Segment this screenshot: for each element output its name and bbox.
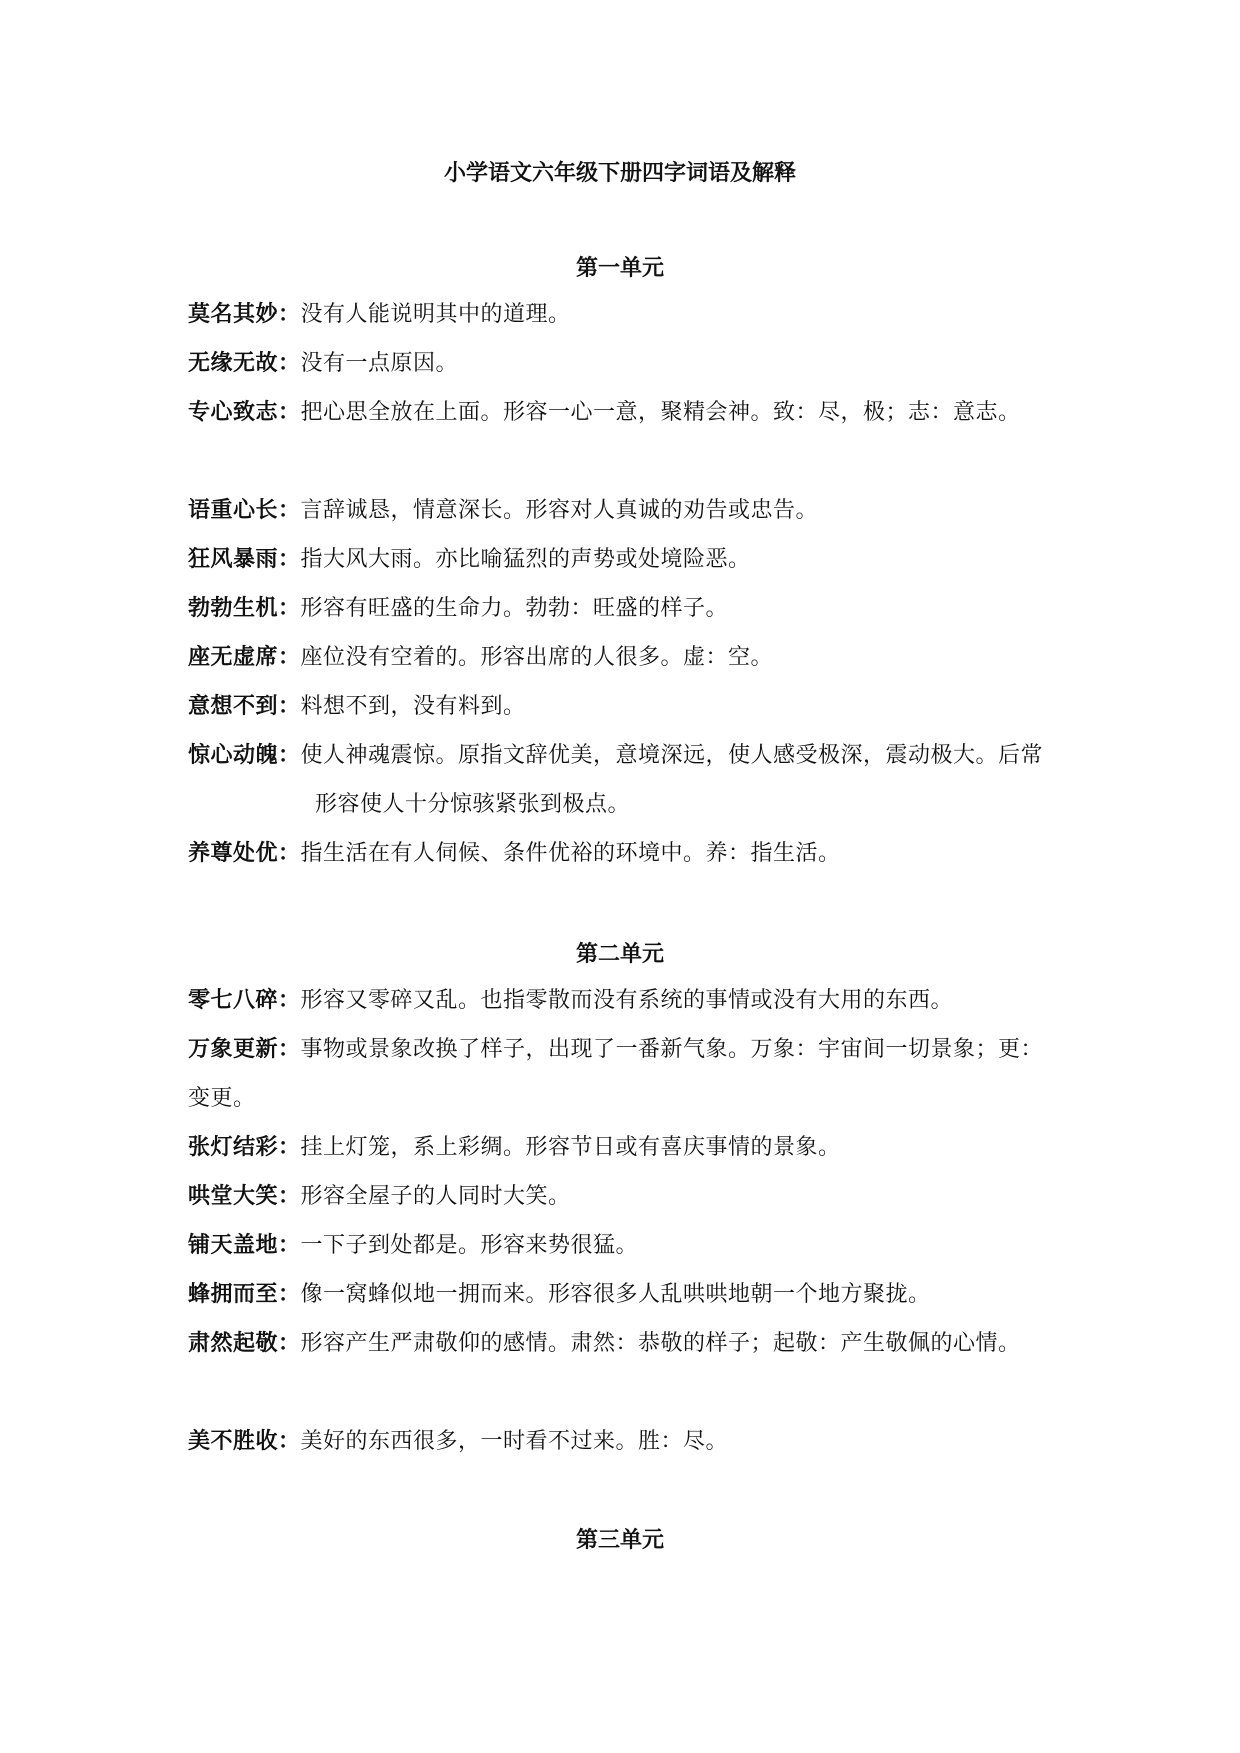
entry-term: 养尊处优 <box>188 841 279 866</box>
vocab-entry: 铺天盖地：一下子到处都是。形容来势很猛。 <box>188 1232 639 1258</box>
entry-term: 座无虚席 <box>188 645 279 670</box>
entry-definition: 料想不到，没有料到。 <box>300 694 526 719</box>
entry-term: 无缘无故 <box>188 351 279 376</box>
vocab-entry: 无缘无故：没有一点原因。 <box>188 350 459 376</box>
entry-definition: 形容有旺盛的生命力。勃勃：旺盛的样子。 <box>300 596 729 621</box>
vocab-entry: 张灯结彩：挂上灯笼，系上彩绸。形容节日或有喜庆事情的景象。 <box>188 1134 841 1160</box>
vocab-entry: 养尊处优：指生活在有人伺候、条件优裕的环境中。养：指生活。 <box>188 840 841 866</box>
vocab-entry: 语重心长：言辞诚恳，情意深长。形容对人真诚的劝告或忠告。 <box>188 497 819 523</box>
entry-definition: 像一窝蜂似地一拥而来。形容很多人乱哄哄地朝一个地方聚拢。 <box>300 1282 931 1307</box>
entry-definition: 使人神魂震惊。原指文辞优美，意境深远，使人感受极深，震动极大。后常形容使人十分惊骇紧张到极点。 <box>300 743 1044 817</box>
document-title: 小学语文六年级下册四字词语及解释 <box>443 161 796 186</box>
entry-definition: 指生活在有人伺候、条件优裕的环境中。养：指生活。 <box>300 841 841 866</box>
vocab-entry: 万象更新：事物或景象改换了样子，出现了一番新气象。万象：宇宙间一切景象；更：变更。 <box>188 1036 1044 1111</box>
unit-heading-3: 第三单元 <box>575 1528 664 1553</box>
entry-definition: 没有一点原因。 <box>300 351 459 376</box>
entry-term: 张灯结彩 <box>188 1135 279 1160</box>
vocab-entry: 惊心动魄：使人神魂震惊。原指文辞优美，意境深远，使人感受极深，震动极大。后常形容使人十分惊骇紧张到极点。 <box>188 742 1044 817</box>
entry-term: 莫名其妙 <box>188 302 279 327</box>
entry-term: 美不胜收 <box>188 1429 279 1454</box>
entry-definition: 事物或景象改换了样子，出现了一番新气象。万象：宇宙间一切景象；更：变更。 <box>188 1037 1044 1111</box>
vocab-entry: 美不胜收：美好的东西很多，一时看不过来。胜：尽。 <box>188 1428 729 1454</box>
entry-definition: 形容产生严肃敬仰的感情。肃然：恭敬的样子；起敬：产生敬佩的心情。 <box>300 1331 1021 1356</box>
vocab-entry: 意想不到：料想不到，没有料到。 <box>188 693 526 719</box>
entry-term: 狂风暴雨 <box>188 547 279 572</box>
vocab-entry: 哄堂大笑：形容全屋子的人同时大笑。 <box>188 1183 571 1209</box>
vocab-entry: 狂风暴雨：指大风大雨。亦比喻猛烈的声势或处境险恶。 <box>188 546 751 572</box>
entry-term: 零七八碎 <box>188 988 279 1013</box>
unit-heading-1: 第一单元 <box>575 256 664 281</box>
entry-term: 万象更新 <box>188 1037 279 1062</box>
entry-term: 语重心长 <box>188 498 279 523</box>
entry-term: 铺天盖地 <box>188 1233 279 1258</box>
entry-term: 肃然起敬 <box>188 1331 279 1356</box>
vocab-entry: 座无虚席：座位没有空着的。形容出席的人很多。虚：空。 <box>188 644 774 670</box>
vocab-entry: 零七八碎：形容又零碎又乱。也指零散而没有系统的事情或没有大用的东西。 <box>188 987 954 1013</box>
entry-definition: 一下子到处都是。形容来势很猛。 <box>300 1233 639 1258</box>
entry-definition: 形容又零碎又乱。也指零散而没有系统的事情或没有大用的东西。 <box>300 988 954 1013</box>
vocab-entry: 专心致志：把心思全放在上面。形容一心一意，聚精会神。致：尽，极；志：意志。 <box>188 399 1021 425</box>
entry-term: 勃勃生机 <box>188 596 279 621</box>
entry-definition: 把心思全放在上面。形容一心一意，聚精会神。致：尽，极；志：意志。 <box>300 400 1021 425</box>
unit-heading-2: 第二单元 <box>575 942 664 967</box>
entry-term: 蜂拥而至 <box>188 1282 279 1307</box>
entry-term: 哄堂大笑 <box>188 1184 279 1209</box>
entry-definition: 美好的东西很多，一时看不过来。胜：尽。 <box>300 1429 729 1454</box>
entry-definition: 形容全屋子的人同时大笑。 <box>300 1184 571 1209</box>
vocab-entry: 蜂拥而至：像一窝蜂似地一拥而来。形容很多人乱哄哄地朝一个地方聚拢。 <box>188 1281 931 1307</box>
entry-definition: 座位没有空着的。形容出席的人很多。虚：空。 <box>300 645 774 670</box>
entry-term: 专心致志 <box>188 400 279 425</box>
entry-term: 意想不到 <box>188 694 279 719</box>
entry-term: 惊心动魄 <box>188 743 279 768</box>
vocab-entry: 莫名其妙：没有人能说明其中的道理。 <box>188 301 571 327</box>
entry-definition: 挂上灯笼，系上彩绸。形容节日或有喜庆事情的景象。 <box>300 1135 841 1160</box>
entry-definition: 指大风大雨。亦比喻猛烈的声势或处境险恶。 <box>300 547 751 572</box>
vocab-entry: 勃勃生机：形容有旺盛的生命力。勃勃：旺盛的样子。 <box>188 595 729 621</box>
vocab-entry: 肃然起敬：形容产生严肃敬仰的感情。肃然：恭敬的样子；起敬：产生敬佩的心情。 <box>188 1330 1021 1356</box>
entry-definition: 没有人能说明其中的道理。 <box>300 302 571 327</box>
entry-definition: 言辞诚恳，情意深长。形容对人真诚的劝告或忠告。 <box>300 498 819 523</box>
